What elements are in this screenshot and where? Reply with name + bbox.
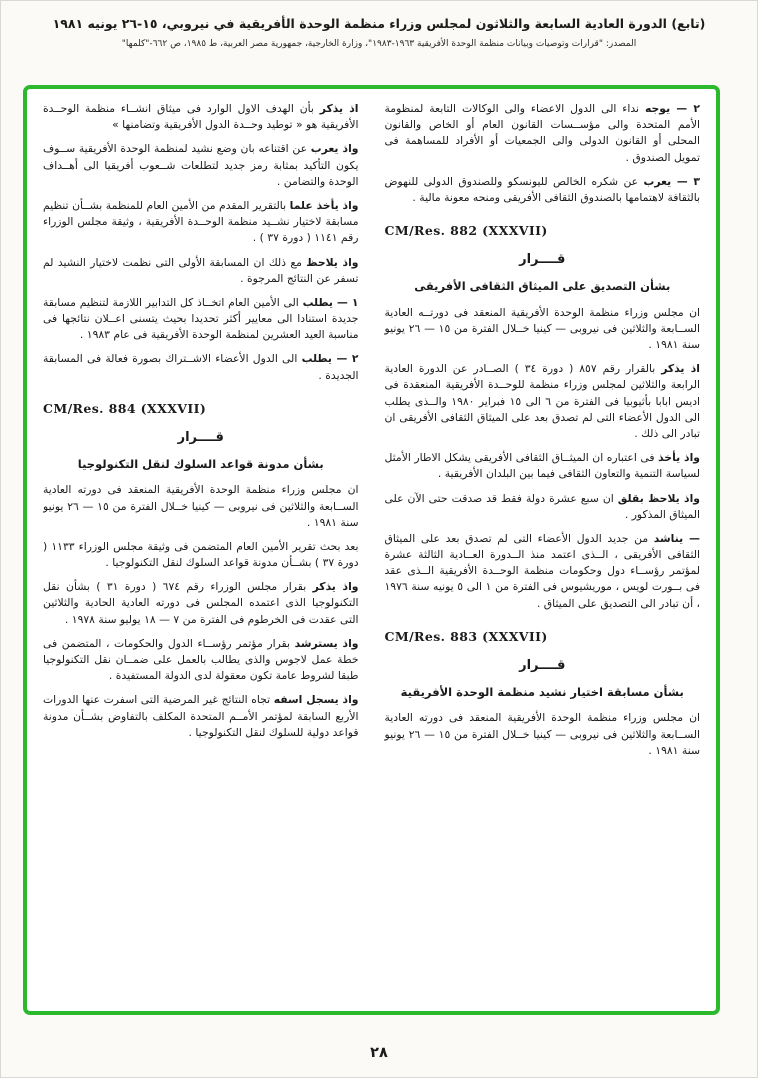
paragraph-text: عن شكره الخالص لليونسكو وللصندوق الدولى للنهوض بالثقافة لاهتمامها بالصندوق الثقافى الأفريقى ومنحه معونة مالية . <box>384 174 700 204</box>
paragraph <box>385 305 701 354</box>
paragraph-lead: واذ يلاحظ <box>306 255 359 269</box>
paragraph <box>385 710 701 759</box>
paragraph-lead: ٢ — يوجه <box>644 102 700 115</box>
resolution-subtitle: بشأن التصديق على الميثاق الثقافى الأفريقى <box>414 279 671 294</box>
paragraph-text: عن اقتناعه بان وضع نشيد لمنظمة الوحدة الأفريقية ســوف يكون التأكيد بمثابة رمز جديد لتطلعات شــعوب أفريقيا الى أهــداف الوحدة والتضامن . <box>43 142 359 188</box>
resolution-number: CM/Res. 883 (XXXVII) <box>384 628 548 644</box>
paragraph <box>43 101 359 133</box>
paragraph <box>385 491 701 523</box>
paragraph-text: مع ذلك ان المسابقة الأولى التى نظمت لاختيار النشيد لم تسفر عن النتائج المرجوة . <box>43 255 359 285</box>
paragraph-text: الى الدول الأعضاء الاشــتراك بصورة فعالة فى المسابقة الجديدة . <box>43 352 359 382</box>
paragraph-text: تجاه النتائج غير المرضية التى اسفرت عنها الدورات الأربع السابقة لمؤتمر الأمــم المتحدة المكلف بالتفاوض بشــأن مدونة قواعد دولية للسلوك لنقل التكنولوجيا . <box>43 693 359 739</box>
paragraph <box>43 351 359 383</box>
paragraph-lead: واذ يسجل اسفه <box>273 693 359 707</box>
paragraph-lead: ٢ — يطلب <box>301 352 359 366</box>
resolution-title: قــــرار <box>177 429 224 445</box>
paragraph-text: بقرار مجلس الوزراء رقم ٦٧٤ ( دورة ٣١ ) بشأن نقل التكنولوجيا الذى اعتمده المجلس فى دورته العادية الحادية والثلاثين التى عقدت فى الخرطوم فى الفترة من ٧ — ١٨ يوليو سنة ١٩٧٨ . <box>43 580 359 626</box>
paragraph-text: بعد بحث تقرير الأمين العام المتضمن فى وثيقة مجلس الوزراء ١١٣٣ ( دورة ٣٧ ) بشــأن مدونة قواعد السلوك لنقل التكنولوجيا . <box>43 539 359 570</box>
paragraph <box>43 539 359 571</box>
paragraph-lead: ٣ — يعرب <box>643 174 700 188</box>
document-header <box>1 1 757 49</box>
paragraph-text: ان سبع عشرة دولة فقط قد صدقت حتى الآن على الميثاق المذكور . <box>384 491 700 521</box>
paragraph-lead: واذ يذكر <box>312 580 359 594</box>
paragraph <box>385 174 701 206</box>
page-number: ٢٨ <box>370 1045 388 1061</box>
paragraph-text: فى اعتباره ان الميثــاق الثقافى الأفريقى يشكل الاطار الأمثل لسياسة التنمية والتعاون الثقافى فيما بين البلدان الأفريقية . <box>384 451 700 481</box>
paragraph-lead: واذ يسترشد <box>294 636 359 650</box>
paragraph-lead: — يناشد <box>653 531 700 545</box>
paragraph-lead: ١ — يطلب <box>302 295 359 309</box>
paragraph <box>385 450 701 482</box>
paragraph <box>43 141 359 190</box>
paragraph <box>43 579 359 628</box>
resolution-title: قــــرار <box>519 657 566 673</box>
column-right <box>385 101 701 1003</box>
paragraph <box>385 531 701 612</box>
resolution-subtitle: بشأن مدونة قواعد السلوك لنقل التكنولوجيا <box>77 457 324 472</box>
paragraph <box>43 295 359 344</box>
resolution-number: CM/Res. 884 (XXXVII) <box>43 400 207 416</box>
resolution-number: CM/Res. 882 (XXXVII) <box>384 223 548 239</box>
paragraph <box>43 482 359 531</box>
paragraph <box>43 255 359 287</box>
page-footer <box>1 1042 757 1061</box>
paragraph <box>385 361 701 442</box>
paragraph-text: الى الأمين العام اتخــاذ كل التدابير اللازمة لتنظيم مسابقة جديدة استنادا الى معايير أكثر تحديدا بحيث يتسنى اعــلان نتائجها فى مناسبة العيد العشرين لمنظمة الوحدة الأفريقية فى عام ١٩٨٣ . <box>43 295 359 342</box>
paragraph <box>385 101 701 166</box>
paragraph-text: بالتقرير المقدم من الأمين العام للمنظمة بشــأن تنظيم مسابقة لاختيار نشــيد منظمة الوحــدة الأفريقية ، وثيقة مجلس الوزراء رقم ١١٤١ ( دورة ٣٧ ) . <box>43 198 359 245</box>
paragraph-text: ان مجلس وزراء منظمة الوحدة الأفريقية المنعقد فى دورتــه العادية الســابعة والثلاثين فى نيروبى — كينيا خــلال الفترة من ١٥ — ٢٦ يونيو سنة ١٩٨١ . <box>384 305 700 351</box>
paragraph-lead: واذ يعرب <box>310 142 359 156</box>
session-title: (تابع) الدورة العادية السابعة والثلاثون لمجلس وزراء منظمة الوحدة الأفريقية في نيروبي، ١٥-٢٦ يونيه ١٩٨١ <box>52 16 706 31</box>
paragraph-text: بالقرار رقم ٨٥٧ ( دورة ٣٤ ) الصــادر عن الدورة العادية الرابعة والثلاثين لمجلس وزراء منظمة للوحــدة الأفريقية المنعقدة فى اديس ابابا بأثيوبيا فى الفترة من ٦ الى ١٥ فبراير ١٩٨٠ والــذى يطلب الى الدول الأعضاء التى لم تصدق بعد على الميثاق الثقافى الأفريقى ان تبادر الى ذلك . <box>384 362 700 440</box>
content-frame <box>23 85 720 1015</box>
paragraph <box>43 636 359 685</box>
paragraph <box>43 692 359 741</box>
paragraph-lead: واذ يأخذ <box>658 451 700 465</box>
paragraph-lead: اذ يذكر <box>319 102 359 115</box>
paragraph-lead: اذ يذكر <box>661 362 700 376</box>
paragraph-text: بأن الهدف الاول الوارد فى ميثاق انشــاء منظمة الوحــدة الأفريقية هو « توطيد وحــدة الدول الأفريقية وتضامنها » <box>43 102 359 132</box>
two-column-layout <box>43 101 700 1003</box>
paragraph-text: من جديد الدول الأعضاء التى لم تصدق بعد على الميثاق الثقافى الأفريقى ، الــذى اعتمد منذ الــدورة العــادية الثالثة عشرة لمؤتمر رؤســاء دول وحكومات منظمة الوحــدة الأفريقية الــذى عقد فى بــورت لويس ، موريشيوس فى الفترة من ١ الى ٥ يونيه سنة ١٩٧٦ ، أن تبادر الى التصديق على الميثاق . <box>384 531 700 610</box>
column-left <box>43 101 359 1003</box>
paragraph-text: ان مجلس وزراء منظمة الوحدة الأفريقية المنعقد فى دورته العادية الســابعة والثلاثين فى نيروبى — كينيا خــلال الفترة من ١٥ — ٢٦ يونيو سنة ١٩٨١ . <box>384 711 700 757</box>
resolution-title: قــــرار <box>519 251 566 267</box>
paragraph-text: ان مجلس وزراء منظمة الوحدة الأفريقية المنعقد فى دورته العادية الســابعة والثلاثين فى نيروبى — كينيا خــلال الفترة من ١٥ — ٢٦ يونيو سنة ١٩٨١ . <box>43 483 359 529</box>
paragraph-lead: واذ يلاحظ بقلق <box>617 491 700 505</box>
paragraph-text: نداء الى الدول الاعضاء والى الوكالات التابعة لمنظومة الأمم المتحدة والى مؤســسات القانون العام أو الخاص والقانون المحلى أو القانون الدولى والى الجمعيات أو الأفراد للمساهمة فى تمويل الصندوق . <box>384 102 700 164</box>
paragraph-text: بقرار مؤتمر رؤســاء الدول والحكومات ، المتضمن فى خطة عمل لاجوس والذى يطالب بالعمل على ضمــان نقل التكنولوجيا طبقا لشروط عامة تكون معقولة لدى الدولة المستفيدة . <box>43 636 359 683</box>
resolution-subtitle: بشأن مسابقة اختيار نشيد منظمة الوحدة الأفريقية <box>400 685 684 700</box>
paragraph-lead: واذ يأخذ علما <box>289 198 359 212</box>
paragraph <box>43 198 359 247</box>
source-citation: المصدر: "قرارات وتوصيات وبيانات منظمة الوحدة الأفريقية ١٩٦٣-١٩٨٣"، وزارة الخارجية، جمهورية مصر العربية، ط ١٩٨٥، ص ٦٦٢-"كلمها" <box>121 39 637 49</box>
